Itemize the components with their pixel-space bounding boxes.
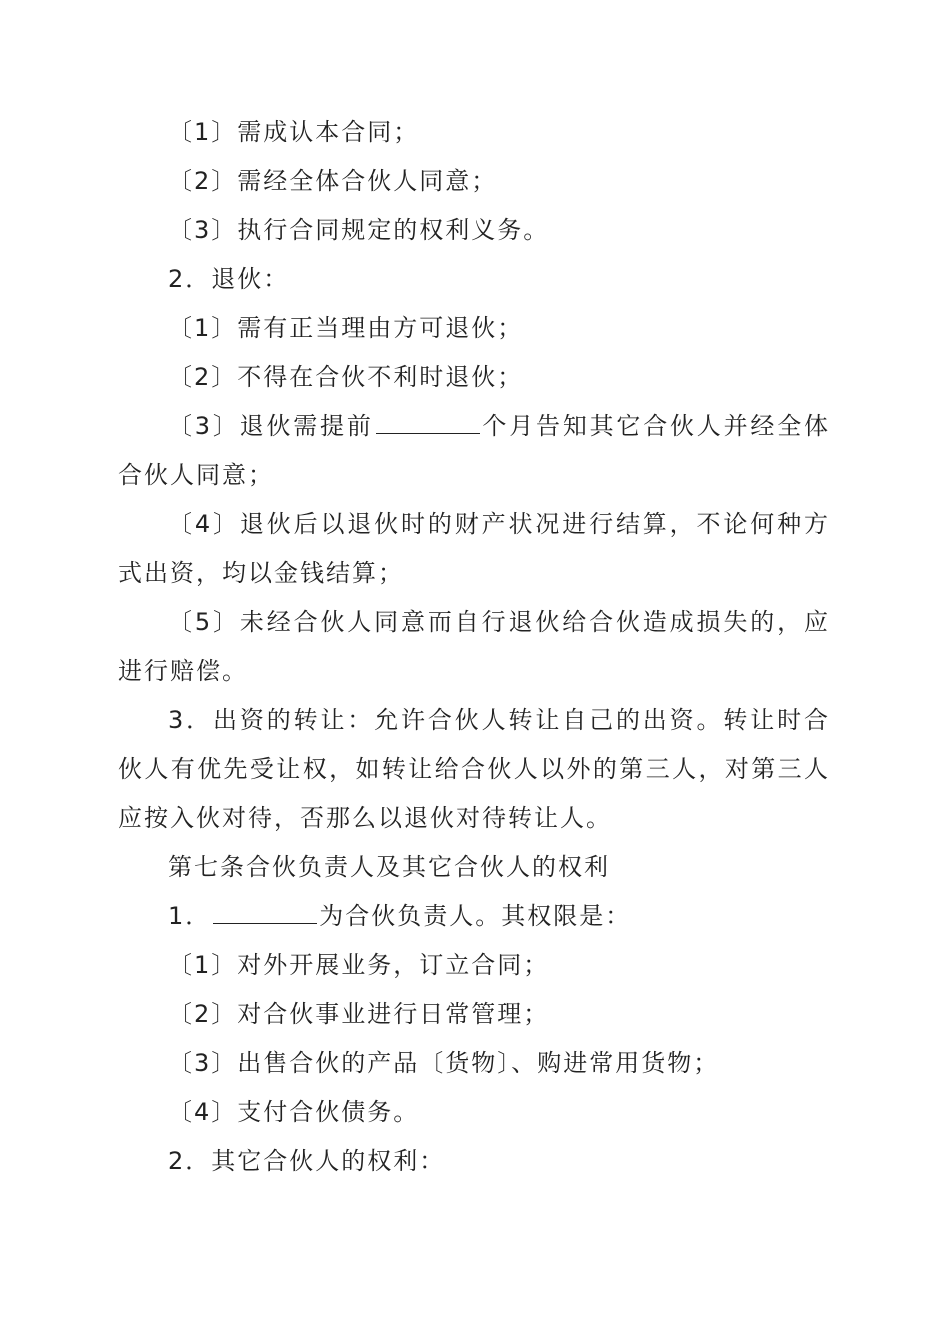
paragraph: 〔3〕执行合同规定的权利义务。 (168, 216, 550, 244)
paragraph: 〔4〕退伙后以退伙时的财产状况进行结算，不论何种方式出资，均以金钱结算； (118, 510, 830, 587)
paragraph-text: 个月告知其它合伙人并经全体合伙人同意； (118, 412, 830, 489)
paragraph: 〔5〕未经合伙人同意而自行退伙给合伙造成损失的，应进行赔偿。 (118, 608, 830, 685)
fill-in-blank (213, 905, 317, 924)
paragraph (118, 892, 830, 941)
paragraph: 〔1〕对外开展业务，订立合同； (168, 951, 550, 979)
paragraph: 〔4〕支付合伙债务。 (168, 1098, 420, 1126)
fill-in-blank (376, 415, 480, 434)
paragraph: 3．出资的转让：允许合伙人转让自己的出资。转让时合伙人有优先受让权，如转让给合伙人以外的第三人，对第三人应按入伙对待，否那么以退伙对待转让人。 (118, 706, 830, 832)
paragraph-text: 〔3〕退伙需提前 (168, 412, 374, 440)
paragraph (118, 402, 830, 500)
paragraph: 〔2〕需经全体合伙人同意； (168, 167, 498, 195)
paragraph: 〔2〕对合伙事业进行日常管理； (168, 1000, 550, 1028)
paragraph: 〔3〕出售合伙的产品〔货物〕、购进常用货物； (168, 1049, 720, 1077)
paragraph-text: 为合伙负责人。其权限是： (319, 902, 632, 930)
document-body (118, 108, 830, 1186)
section-heading: 2．退伙： (168, 265, 290, 293)
paragraph-text: 1． (168, 902, 212, 930)
paragraph: 〔1〕需成认本合同； (168, 118, 420, 146)
article-heading: 第七条合伙负责人及其它合伙人的权利 (168, 853, 610, 881)
paragraph: 〔1〕需有正当理由方可退伙； (168, 314, 524, 342)
paragraph: 〔2〕不得在合伙不利时退伙； (168, 363, 524, 391)
section-heading: 2．其它合伙人的权利： (168, 1147, 446, 1175)
